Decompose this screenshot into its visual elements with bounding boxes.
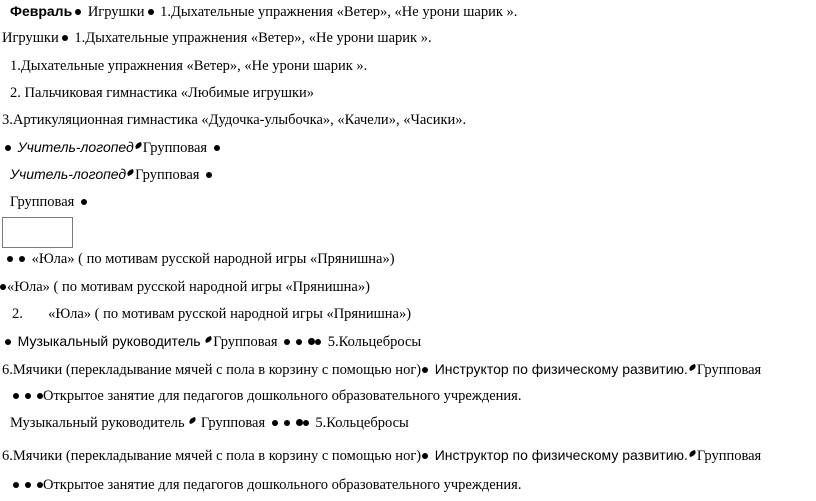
group-label: Групповая bbox=[213, 334, 278, 350]
yula-game-text: «Юла» ( по мотивам русской народной игры «Прянишна») bbox=[7, 279, 370, 295]
bullet-icon bbox=[7, 256, 13, 262]
bullet-icon bbox=[75, 9, 81, 15]
leaf-bullet-icon bbox=[189, 417, 197, 424]
breathing-exercise-text: 1.Дыхательные упражнения «Ветер», «Не урони шарик ». bbox=[10, 58, 368, 74]
line-5 bbox=[2, 111, 466, 129]
line-16 bbox=[2, 446, 761, 465]
bullet-icon bbox=[422, 367, 428, 373]
bullet-icon bbox=[62, 35, 68, 41]
line-8 bbox=[10, 193, 90, 211]
toys-label: Игрушки bbox=[2, 30, 59, 46]
bullet-icon bbox=[37, 482, 43, 488]
line-7 bbox=[10, 165, 215, 184]
group-label: Групповая bbox=[696, 448, 762, 464]
group-label: Групповая bbox=[142, 140, 208, 156]
open-lesson-text: Открытое занятие для педагогов дошкольного образовательного учреждения. bbox=[43, 388, 522, 404]
bullet-icon bbox=[19, 256, 25, 262]
pe-instructor-label: Инструктор по физическому развитию. bbox=[434, 361, 688, 377]
line-10 bbox=[0, 278, 370, 296]
bullet-icon bbox=[422, 453, 428, 459]
toys-label: Игрушки bbox=[87, 4, 145, 20]
line-3 bbox=[10, 57, 367, 75]
finger-gymnastics-text: 2. Пальчиковая гимнастика «Любимые игрушки» bbox=[10, 85, 315, 101]
leaf-bullet-icon bbox=[134, 142, 142, 149]
ring-toss-text: 5.Кольцебросы bbox=[327, 334, 422, 350]
bullet-icon bbox=[303, 420, 309, 426]
breathing-exercise-text: 1.Дыхательные упражнения «Ветер», «Не урони шарик ». bbox=[74, 30, 432, 46]
list-number: 2. bbox=[12, 306, 23, 322]
bullet-icon bbox=[315, 339, 321, 345]
line-13 bbox=[2, 360, 761, 379]
yula-game-text: «Юла» ( по мотивам русской народной игры «Прянишна») bbox=[48, 306, 412, 322]
bullet-icon bbox=[206, 172, 212, 178]
bullet-icon bbox=[296, 339, 302, 345]
balls-exercise-text: 6.Мячики (перекладывание мячей с пола в корзину с помощью ног) bbox=[2, 448, 422, 464]
speech-therapist-label: Учитель-логопед bbox=[17, 139, 134, 155]
bullet-icon bbox=[148, 9, 154, 15]
bullet-icon bbox=[284, 339, 290, 345]
balls-exercise-text: 6.Мячики (перекладывание мячей с пола в корзину с помощью ног) bbox=[2, 362, 422, 378]
line-1 bbox=[10, 2, 517, 21]
bullet-icon bbox=[5, 339, 11, 345]
yula-game-text: «Юла» ( по мотивам русской народной игры «Прянишна») bbox=[31, 251, 395, 267]
music-director-label: Музыкальный руководитель bbox=[10, 415, 185, 431]
bullet-icon bbox=[13, 482, 19, 488]
line-11 bbox=[12, 305, 411, 323]
bullet-icon bbox=[284, 420, 290, 426]
bullet-icon bbox=[37, 393, 43, 399]
line-12 bbox=[2, 332, 421, 351]
bullet-icon bbox=[5, 145, 11, 151]
line-17 bbox=[10, 476, 521, 494]
ring-toss-text: 5.Кольцебросы bbox=[315, 415, 409, 431]
breathing-exercise-text: 1.Дыхательные упражнения «Ветер», «Не урони шарик ». bbox=[160, 4, 518, 20]
line-14 bbox=[10, 387, 521, 405]
articulation-gymnastics-text: 3.Артикуляционная гимнастика «Дудочка-улыбочка», «Качели», «Часики». bbox=[2, 112, 467, 128]
pe-instructor-label: Инструктор по физическому развитию. bbox=[434, 447, 688, 463]
bullet-icon bbox=[13, 393, 19, 399]
line-15 bbox=[10, 414, 409, 432]
bullet-icon bbox=[296, 419, 303, 426]
leaf-bullet-icon bbox=[205, 336, 213, 343]
empty-box bbox=[2, 217, 73, 248]
group-label: Групповая bbox=[135, 167, 200, 183]
line-4 bbox=[10, 84, 314, 102]
bullet-icon bbox=[272, 420, 278, 426]
group-label: Групповая bbox=[10, 194, 75, 210]
bullet-icon bbox=[81, 199, 87, 205]
music-director-label: Музыкальный руководитель bbox=[17, 333, 201, 349]
bullet-icon bbox=[308, 338, 315, 345]
group-label: Групповая bbox=[696, 362, 762, 378]
bullet-icon bbox=[25, 393, 31, 399]
month-label: Февраль bbox=[10, 3, 73, 19]
leaf-bullet-icon bbox=[688, 450, 696, 457]
line-2 bbox=[2, 29, 432, 47]
bullet-icon bbox=[0, 284, 6, 290]
group-label: Групповая bbox=[200, 415, 266, 431]
bullet-icon bbox=[25, 482, 31, 488]
leaf-bullet-icon bbox=[127, 169, 135, 176]
line-9 bbox=[4, 250, 395, 268]
open-lesson-text: Открытое занятие для педагогов дошкольного образовательного учреждения. bbox=[43, 477, 522, 493]
bullet-icon bbox=[214, 145, 220, 151]
leaf-bullet-icon bbox=[688, 364, 696, 371]
speech-therapist-label: Учитель-логопед bbox=[10, 166, 127, 182]
line-6 bbox=[2, 138, 223, 157]
